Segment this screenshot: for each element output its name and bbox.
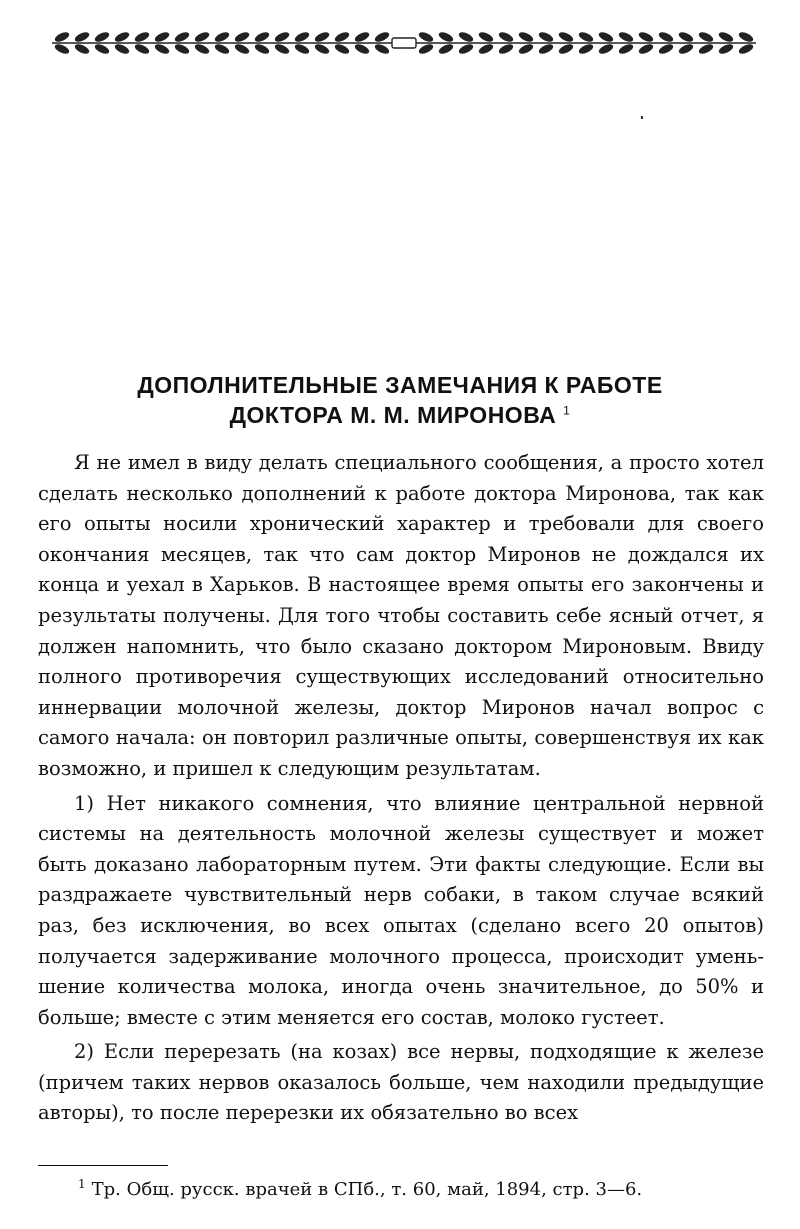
paragraph-point-1: 1) Нет никакого сомнения, что влияние центральной нервной системы на деятельность молочной железы существует и может быть доказано лабораторным путем. Эти факты следующие. Если вы раздражаете чувствительный нерв собаки, в таком случае всякий раз, без исключения, во всех опытах (сделано всего 20 опытов) получается задерживание молочного процесса, происходит уменьшение количества молока, иногда очень значительное, до 50% и больше; вместе с этим меняется его состав, молоко густеет. [38, 791, 764, 1029]
article-body [38, 448, 764, 1129]
footnote-text: Тр. Общ. русск. врачей в СПб., т. 60, май, 1894, стр. 3—6. [91, 1179, 643, 1200]
article-title-text: ДОКТОРА М. М. МИРОНОВА [229, 402, 557, 428]
footnote-divider [38, 1165, 168, 1166]
footnote-number: 1 [78, 1177, 86, 1191]
laurel-border-icon [48, 26, 760, 60]
article-title-line-1: ДОПОЛНИТЕЛЬНЫЕ ЗАМЕЧАНИЯ К РАБОТЕ [137, 372, 663, 398]
article-title-line-2 [0, 402, 800, 429]
paragraph-point-2: 2) Если перерезать (на козах) все нервы, подходящие к железе (причем таких нервов оказалось больше, чем находили предыдущие авторы), то после перерезки их обязательно во всех [38, 1040, 764, 1125]
title-footnote-ref[interactable]: 1 [563, 403, 571, 418]
print-speck [641, 116, 643, 119]
paragraph-intro: Я не имел в виду делать специального сообщения, а просто хотел сделать несколько дополнений к работе доктора Миронова, так как его опыты носили хронический характер и требовали для своего окончания месяцев, так что сам доктор Миронов не дождался их конца и уехал в Харьков. В настоящее время опыты его закончены и результаты получены. Для того чтобы составить себе ясный отчет, я должен напомнить, что было сказано доктором Мироновым. Ввиду полного противоречия существующих исследований относительно иннервации молочной железы, доктор Миронов начал вопрос с самого начала: он повторил различные опыты, совершенствуя их как возможно, и пришел к следующим результатам. [38, 451, 764, 780]
footnote [78, 1177, 642, 1200]
